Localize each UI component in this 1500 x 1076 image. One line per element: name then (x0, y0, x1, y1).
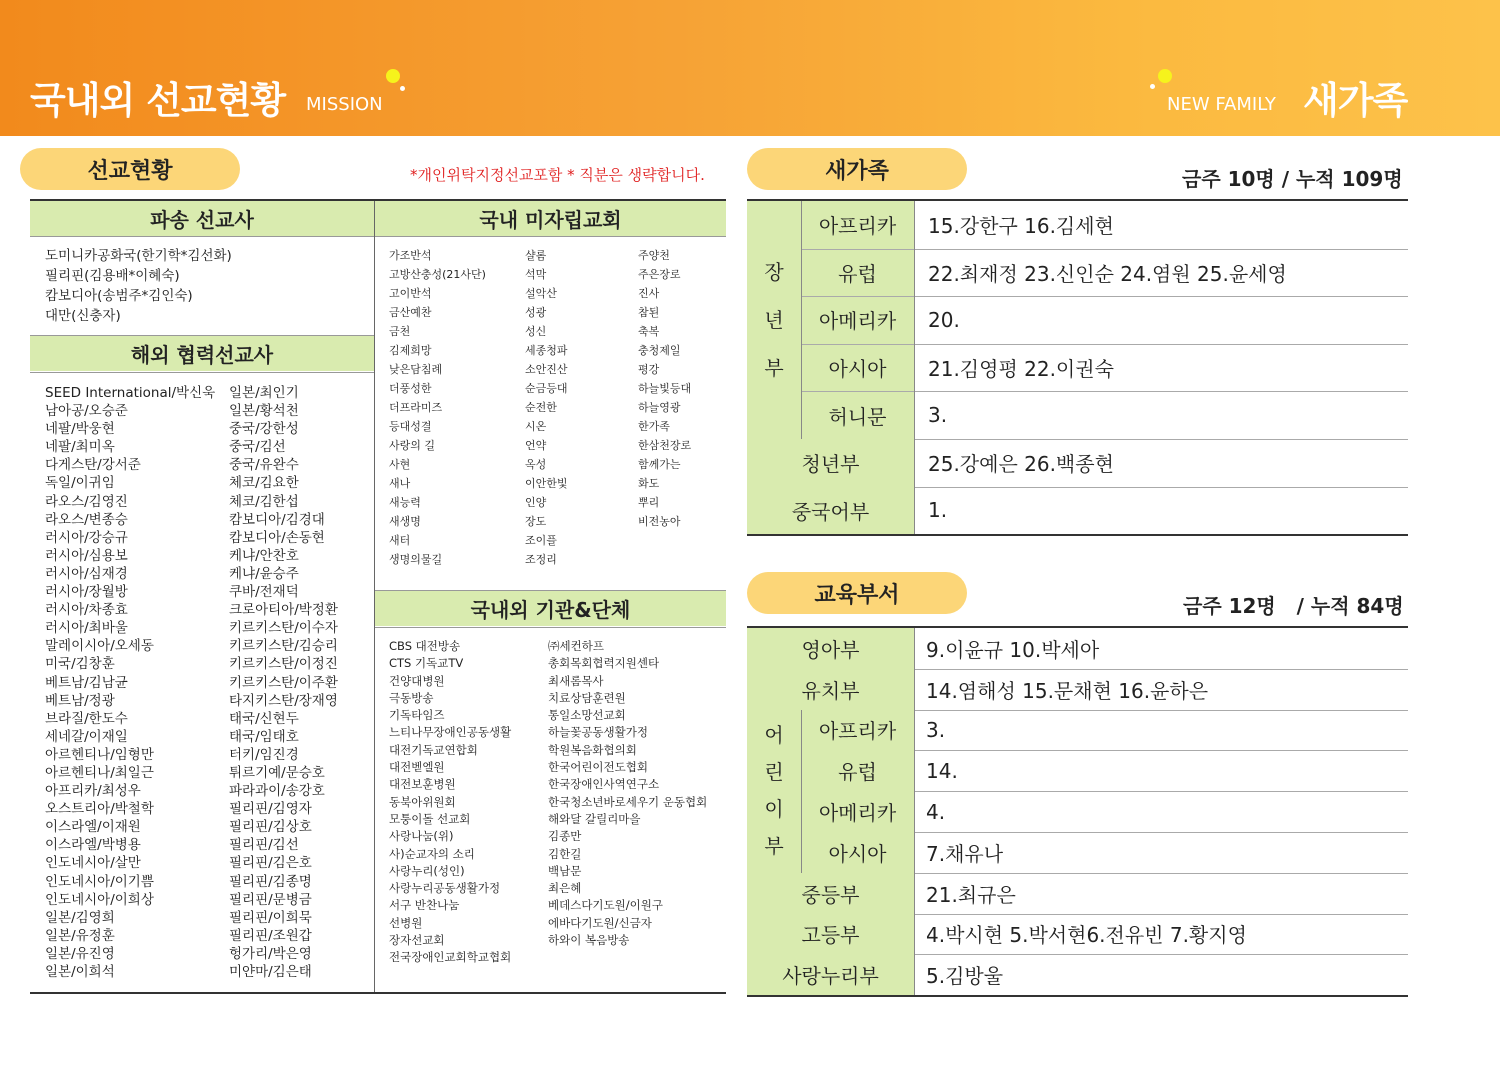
list-item: 키르키스탄/이수자 (229, 620, 338, 637)
column-divider (801, 201, 802, 439)
list-item: 생명의물길 (389, 553, 443, 566)
row-value: 25.강예은 26.백종현 (928, 452, 1114, 477)
list-item: 키르키스탄/이정진 (229, 656, 338, 673)
divider (375, 627, 726, 628)
list-item: 가조반석 (389, 249, 432, 262)
row-divider (747, 995, 1408, 997)
list-item: 설악산 (525, 287, 557, 300)
list-item: 진사 (638, 287, 660, 300)
list-item: 라오스/변종승 (45, 511, 128, 528)
list-item: 금천 (389, 325, 411, 338)
list-item: 헝가리/박은영 (229, 945, 312, 962)
row-label: 유럽 (801, 249, 914, 297)
row-label: 중국어부 (747, 487, 914, 535)
list-item: 타지키스탄/장재영 (229, 692, 338, 709)
list-item: 느티나무장애인공동생활 (389, 725, 512, 740)
organizations-col1 (389, 638, 511, 967)
list-item: 캄보디아/김경대 (229, 511, 325, 528)
list-item: 대만(신충자) (45, 308, 121, 324)
group-label-char: 린 (764, 760, 784, 785)
row-value: 14.염해성 15.문채현 16.윤하은 (926, 678, 1209, 703)
list-item: 체코/김요한 (229, 475, 299, 492)
list-item: 서구 반찬나눔 (389, 898, 460, 913)
list-item: 성광 (525, 306, 547, 319)
list-item: 최은혜 (548, 881, 582, 896)
group-label-char: 부 (764, 834, 784, 859)
row-label: 아프리카 (801, 201, 914, 249)
list-item: 인양 (525, 496, 547, 509)
right-subtitle: NEW FAMILY (1167, 94, 1276, 115)
list-item: ㈜세컨하프 (548, 639, 604, 653)
list-item: 순전한 (525, 401, 557, 414)
list-item: SEED International/박신욱 (45, 385, 216, 401)
list-item: 일본/김영희 (45, 909, 115, 926)
list-item: 김종만 (548, 829, 582, 844)
list-item: 일본/이희석 (45, 964, 115, 980)
domestic-church-col3 (638, 246, 691, 531)
group-label-children (747, 710, 801, 873)
group-label-char: 년 (764, 308, 784, 332)
list-item: 주양천 (638, 249, 670, 262)
list-item: 하늘영광 (638, 401, 681, 414)
list-item: 도미니카공화국(한기학*김선화) (45, 248, 232, 264)
list-item: 베데스다기도원/이원구 (548, 898, 663, 913)
list-item: 성신 (525, 325, 547, 338)
list-item: 한국어린이전도협회 (548, 760, 648, 775)
list-item: 시온 (525, 420, 547, 433)
row-label: 중등부 (747, 873, 914, 914)
list-item: 대전기독교연합회 (389, 742, 478, 757)
list-item: 순금등대 (525, 382, 568, 395)
list-item: 러시아/심용보 (45, 547, 128, 564)
row-value: 3. (926, 717, 946, 742)
row-label: 유럽 (801, 750, 914, 791)
row-value: 15.강한구 16.김세현 (928, 214, 1114, 239)
domestic-church-header: 국내 미자립교회 (375, 201, 726, 236)
overseas-header: 해외 협력선교사 (30, 336, 374, 371)
list-item: 백남문 (548, 863, 582, 878)
list-item: 사랑누리(성인) (389, 863, 465, 878)
row-label: 아시아 (801, 344, 914, 392)
organizations-col2 (548, 638, 707, 949)
row-label: 청년부 (747, 439, 914, 487)
list-item: 등대성결 (389, 420, 432, 433)
list-item: 필리핀/조원갑 (229, 927, 312, 944)
white-dot-icon (1150, 84, 1155, 89)
row-label: 아시아 (801, 832, 914, 873)
row-label: 영아부 (747, 628, 914, 669)
column-divider (914, 628, 915, 995)
list-item: 주은장로 (638, 268, 681, 281)
row-value: 22.최재정 23.신인순 24.염원 25.윤세영 (928, 261, 1287, 286)
list-item: 축복 (638, 325, 660, 338)
list-item: 동북아위원회 (389, 794, 456, 809)
list-item: 러시아/차종효 (45, 602, 128, 619)
education-table (747, 626, 1408, 994)
list-item: 치료상담훈련원 (548, 690, 626, 705)
list-item: 하늘꽃공동생활가정 (548, 725, 648, 740)
list-item: CBS 대전방송 (389, 639, 461, 653)
list-item: 극동방송 (389, 690, 434, 705)
row-value: 20. (928, 307, 960, 332)
row-value: 3. (928, 403, 948, 428)
list-item: 네팔/최미옥 (45, 439, 115, 456)
list-item: 고방산충성(21사단) (389, 268, 486, 281)
right-title: 새가족 (1303, 79, 1408, 122)
mission-note: *개인위탁지정선교포함 * 직분은 생략합니다. (410, 166, 705, 184)
list-item: 아르헨티나/최일근 (45, 764, 154, 781)
list-item: 김제희망 (389, 344, 432, 357)
row-divider (747, 534, 1408, 536)
list-item: 일본/유정훈 (45, 927, 115, 944)
list-item: 화도 (638, 477, 660, 490)
list-item: 체코/김한섭 (229, 493, 299, 510)
mission-pill: 선교현황 (20, 148, 240, 190)
list-item: 뿌리 (638, 496, 660, 509)
list-item: 사랑나눔(위) (389, 829, 454, 844)
list-item: 새생명 (389, 515, 421, 528)
list-item: 최새롬목사 (548, 673, 604, 688)
list-item: 전국장애인교회학교협회 (389, 950, 512, 965)
divider (30, 372, 374, 373)
row-label: 유치부 (747, 669, 914, 710)
list-item: 러시아/장월방 (45, 584, 128, 601)
row-divider (801, 249, 1408, 250)
new-family-pill: 새가족 (747, 148, 967, 190)
list-item: 필리핀/김종명 (229, 873, 312, 890)
list-item: 필리핀/김영자 (229, 801, 312, 818)
page-subtitle: MISSION (306, 94, 383, 115)
list-item: 말레이시아/오세동 (45, 638, 154, 655)
list-item: 금산예찬 (389, 306, 432, 319)
list-item: 세네갈/이재일 (45, 728, 128, 745)
list-item: 미국/김창훈 (45, 656, 115, 673)
list-item: 중국/김선 (229, 439, 286, 456)
list-item: 터키/임진경 (229, 746, 299, 763)
list-item: 필리핀/김은호 (229, 855, 312, 872)
list-item: 케냐/윤승주 (229, 565, 299, 582)
row-value: 1. (928, 498, 948, 523)
list-item: 필리핀(김용배*이혜숙) (45, 268, 180, 284)
list-item: 소안진산 (525, 363, 568, 376)
group-label-youth (747, 201, 801, 439)
list-item: 언약 (525, 439, 547, 452)
row-value: 9.이윤규 10.박세아 (926, 637, 1100, 662)
list-item: 사랑의 길 (389, 439, 436, 452)
row-label: 아프리카 (801, 710, 914, 751)
list-item: 브라질/한도수 (45, 710, 128, 727)
row-value: 21.김영평 22.이권숙 (928, 357, 1114, 382)
list-item: 에바다기도원/신금자 (548, 915, 652, 930)
list-item: 파라과이/송강호 (229, 783, 325, 800)
overseas-list-col1 (45, 384, 215, 981)
domestic-church-col1 (389, 246, 486, 569)
list-item: 필리핀/문병금 (229, 891, 312, 908)
overseas-list-col2 (229, 384, 338, 981)
list-item: 캄보디아(송범주*김인숙) (45, 288, 193, 304)
list-item: 새능력 (389, 496, 421, 509)
list-item: 독일/이귀임 (45, 475, 115, 492)
list-item: 이스라엘/박병용 (45, 837, 141, 854)
yellow-dot-icon (1158, 69, 1172, 83)
list-item: 키르키스탄/이주환 (229, 674, 338, 691)
list-item: 중국/유완수 (229, 457, 299, 474)
list-item: 장도 (525, 515, 547, 528)
list-item: 대전보훈병원 (389, 777, 456, 792)
list-item: 김한길 (548, 846, 582, 861)
list-item: 인도네시아/이기쁨 (45, 873, 154, 890)
group-label-char: 이 (764, 797, 784, 822)
list-item: 쿠바/전재덕 (229, 584, 299, 601)
list-item: 러시아/심재경 (45, 565, 128, 582)
list-item: 조정리 (525, 553, 557, 566)
list-item: 네팔/박웅현 (45, 421, 115, 438)
list-item: 선병원 (389, 915, 423, 930)
row-label: 아메리카 (801, 791, 914, 832)
list-item: 옥성 (525, 458, 547, 471)
list-item: 러시아/강승규 (45, 529, 128, 546)
page-title: 국내외 선교현황 (30, 79, 286, 122)
list-item: 아프리카/최성우 (45, 783, 141, 800)
new-family-table (747, 199, 1408, 533)
dispatched-header: 파송 선교사 (30, 201, 374, 236)
list-item: 이스라엘/이재원 (45, 819, 141, 836)
row-value: 5.김방울 (926, 964, 1004, 989)
row-label: 고등부 (747, 914, 914, 955)
row-value: 21.최규은 (926, 882, 1016, 907)
group-label-char: 장 (764, 260, 784, 284)
list-item: 필리핀/김상호 (229, 819, 312, 836)
list-item: 일본/유진영 (45, 945, 115, 962)
list-item: 한국청소년바로세우기 운동협회 (548, 794, 708, 809)
list-item: 건양대병원 (389, 673, 445, 688)
header-band (0, 0, 1500, 136)
group-label-char: 어 (764, 723, 784, 748)
list-item: 크로아티아/박정환 (229, 602, 338, 619)
list-item: 새터 (389, 534, 411, 547)
list-item: 조이플 (525, 534, 557, 547)
list-item: 함께가는 (638, 458, 681, 471)
list-item: 아르헨티나/임형만 (45, 746, 154, 763)
list-item: 인도네시아/살만 (45, 855, 141, 872)
row-divider (801, 391, 1408, 392)
education-stat: 금주 12명 / 누적 84명 (1183, 594, 1404, 618)
list-item: 한가족 (638, 420, 670, 433)
white-dot-icon (400, 86, 405, 91)
row-label: 사랑누리부 (747, 954, 914, 995)
divider (30, 236, 374, 237)
list-item: 베트남/김남균 (45, 674, 128, 691)
list-item: 모퉁이돌 선교회 (389, 811, 471, 826)
list-item: 대전벧엘원 (389, 760, 445, 775)
row-value: 4. (926, 799, 946, 824)
list-item: 석막 (525, 268, 547, 281)
row-value: 7.채유나 (926, 841, 1004, 866)
group-label-char: 부 (764, 356, 784, 380)
list-item: 케냐/안찬호 (229, 547, 299, 564)
list-item: 새나 (389, 477, 411, 490)
row-value: 14. (926, 758, 958, 783)
list-item: 사랑누리공동생활가정 (389, 881, 501, 896)
list-item: 태국/신현두 (229, 710, 299, 727)
yellow-dot-icon (386, 69, 400, 83)
organizations-header: 국내외 기관&단체 (375, 591, 726, 626)
list-item: 하늘빛등대 (638, 382, 692, 395)
column-divider (801, 710, 802, 873)
list-item: 사현 (389, 458, 411, 471)
list-item: 비전농아 (638, 515, 681, 528)
row-label: 아메리카 (801, 296, 914, 344)
list-item: 사)순교자의 소리 (389, 846, 475, 861)
row-divider (801, 296, 1408, 297)
row-value: 4.박시현 5.박서현6.전유빈 7.황지영 (926, 923, 1247, 948)
column-divider (914, 201, 915, 534)
list-item: 러시아/최바울 (45, 620, 128, 637)
list-item: 이안한빛 (525, 477, 568, 490)
domestic-church-col2 (525, 246, 568, 569)
new-family-stat: 금주 10명 / 누적 109명 (1182, 167, 1403, 191)
list-item: 한국장애인사역연구소 (548, 777, 660, 792)
dispatched-list (45, 246, 232, 326)
list-item: 샬롬 (525, 249, 547, 262)
list-item: 더프라미즈 (389, 401, 443, 414)
list-item: 평강 (638, 363, 660, 376)
list-item: 세종청파 (525, 344, 568, 357)
list-item: 해와달 갈릴리마을 (548, 811, 641, 826)
list-item: 한삼천장로 (638, 439, 692, 452)
left-table-bottom-border (30, 992, 726, 994)
list-item: 오스트리아/박철학 (45, 801, 154, 818)
list-item: 장자선교회 (389, 933, 445, 948)
list-item: 더풍성한 (389, 382, 432, 395)
list-item: 총회목회협력지원센타 (548, 656, 660, 671)
list-item: 키르키스탄/김승리 (229, 638, 338, 655)
list-item: 하와이 복음방송 (548, 933, 630, 948)
list-item: 충청제일 (638, 344, 681, 357)
divider (375, 236, 726, 237)
list-item: 일본/황석천 (229, 403, 299, 420)
list-item: 캄보디아/손동현 (229, 529, 325, 546)
row-divider (801, 344, 1408, 345)
list-item: 필리핀/이희묵 (229, 909, 312, 926)
list-item: 라오스/김영진 (45, 493, 128, 510)
list-item: 일본/최인기 (229, 385, 299, 401)
list-item: 인도네시아/이희상 (45, 891, 154, 908)
list-item: 튀르기예/문승호 (229, 764, 325, 781)
row-label: 허니문 (801, 391, 914, 439)
list-item: 통일소망선교회 (548, 708, 626, 723)
list-item: 베트남/정광 (45, 692, 115, 709)
list-item: 중국/강한성 (229, 421, 299, 438)
list-item: 필리핀/김선 (229, 837, 299, 854)
list-item: 학원복음화협의회 (548, 742, 637, 757)
list-item: 미얀마/김은태 (229, 964, 312, 980)
list-item: 다게스탄/강서준 (45, 457, 141, 474)
list-item: 남아공/오승준 (45, 403, 128, 420)
education-pill: 교육부서 (747, 572, 967, 614)
list-item: 낮은담침례 (389, 363, 443, 376)
list-item: 고이반석 (389, 287, 432, 300)
list-item: 태국/임태호 (229, 728, 299, 745)
list-item: CTS 기독교TV (389, 656, 464, 671)
list-item: 기독타임즈 (389, 708, 445, 723)
list-item: 참된 (638, 306, 660, 319)
